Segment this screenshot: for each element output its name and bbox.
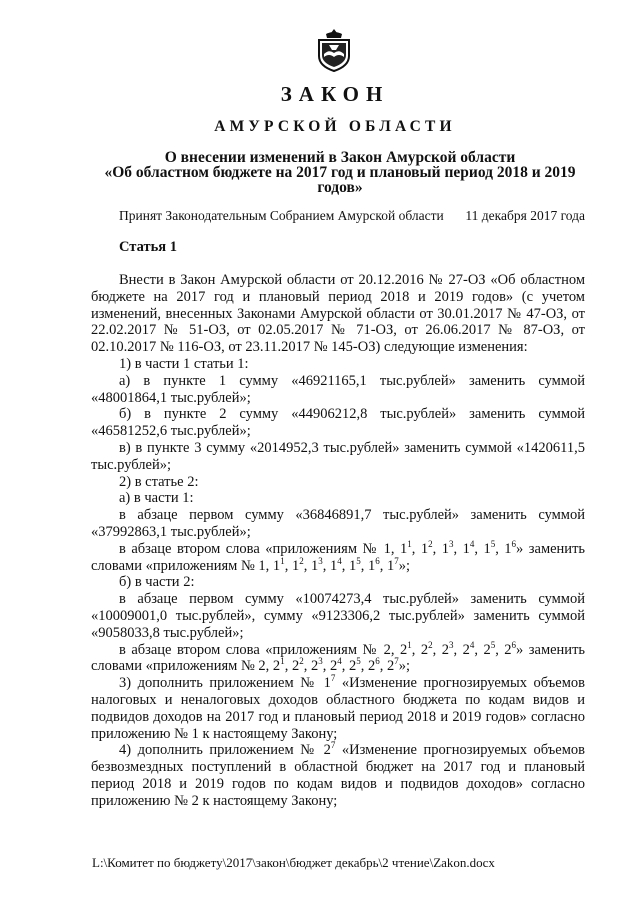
file-path-footer: L:\Комитет по бюджету\2017\закон\бюджет декабрь\2 чтение\Zakon.docx: [92, 855, 495, 870]
adopted-by: Принят Законодательным Собранием Амурской области: [119, 208, 444, 223]
paragraph: в) в пункте 3 сумму «2014952,3 тыс.рублей» заменить суммой «1420611,5 тыс.рублей»;: [91, 439, 585, 473]
coat-of-arms-icon: [314, 28, 354, 72]
document-region: АМУРСКОЙ ОБЛАСТИ: [214, 118, 456, 135]
paragraph: в абзаце первом сумму «36846891,7 тыс.рублей» заменить суммой «37992863,1 тыс.рублей»;: [91, 507, 585, 540]
paragraph: 2) в статье 2:: [119, 473, 199, 490]
document-body: [91, 272, 585, 810]
paragraph: 3) дополнить приложением № $1^7$ «Изменение прогнозируемых объемов налоговых и неналоговых доходов областного бюджета по кодам видов и подвидов доходов на 2017 год и плановый период 2018 и 2019 годов» согласно приложению № 1 к настоящему Закону;: [91, 673, 585, 742]
paragraph: а) в части 1:: [119, 490, 194, 507]
document-title: ЗАКОН: [280, 82, 390, 106]
document-subject: О внесении изменений в Закон Амурской области «Об областном бюджете на 2017 год и плановый период 2018 и 2019 годов»: [104, 149, 576, 196]
adopted-date: 11 декабря 2017 года: [465, 208, 585, 223]
paragraph: а) в пункте 1 сумму «46921165,1 тыс.рублей» заменить суммой «48001864,1 тыс.рублей»;: [91, 372, 585, 406]
paragraph: в абзаце втором слова «приложениям № 2, $2^1$, $2^2$, $2^3$, $2^4$, $2^5$, $2^6$» заменить словами «приложениям № 2, $2^1$, $2^2$, $2^3$, $2^4$, $2^5$, $2^6$, $2^7$»;: [91, 639, 586, 675]
paragraph: 1) в части 1 статьи 1:: [119, 355, 249, 372]
article-heading: Статья 1: [119, 239, 177, 255]
paragraph: б) в пункте 2 сумму «44906212,8 тыс.рублей» заменить суммой «46581252,6 тыс.рублей»;: [91, 406, 585, 440]
paragraph: в абзаце первом сумму «10074273,4 тыс.рублей» заменить суммой «10009001,0 тыс.рублей», сумму «9123306,2 тыс.рублей» заменить суммой «9058033,8 тыс.рублей»;: [91, 591, 585, 641]
paragraph: Внести в Закон Амурской области от 20.12.2016 № 27-ОЗ «Об областном бюджете на 2017 год и плановый период 2018 и 2019 годов» (с учетом изменений, внесенных Законами Амурской области от 30.01.2017 № 47-ОЗ, от 22.02.2017 № 51-ОЗ, от 02.05.2017 № 71-ОЗ, от 26.06.2017 № 87-ОЗ, от 02.10.2017 № 116-ОЗ, от 23.11.2017 № 145-ОЗ) следующие изменения:: [91, 272, 585, 356]
paragraph: б) в части 2:: [119, 574, 195, 591]
paragraph: в абзаце втором слова «приложениям № 1, $1^1$, $1^2$, $1^3$, $1^4$, $1^5$, $1^6$» заменить словами «приложениям № 1, $1^1$, $1^2$, $1^3$, $1^4$, $1^5$, $1^6$, $1^7$»;: [91, 538, 586, 574]
paragraph: 4) дополнить приложением № $2^7$ «Изменение прогнозируемых объемов безвозмездных поступлений в областной бюджет на 2017 год и плановый период 2018 и 2019 годов по кодам видов и подвидов доходов» согласно приложению № 2 к настоящему Закону;: [91, 740, 585, 809]
adoption-line: [119, 208, 585, 224]
